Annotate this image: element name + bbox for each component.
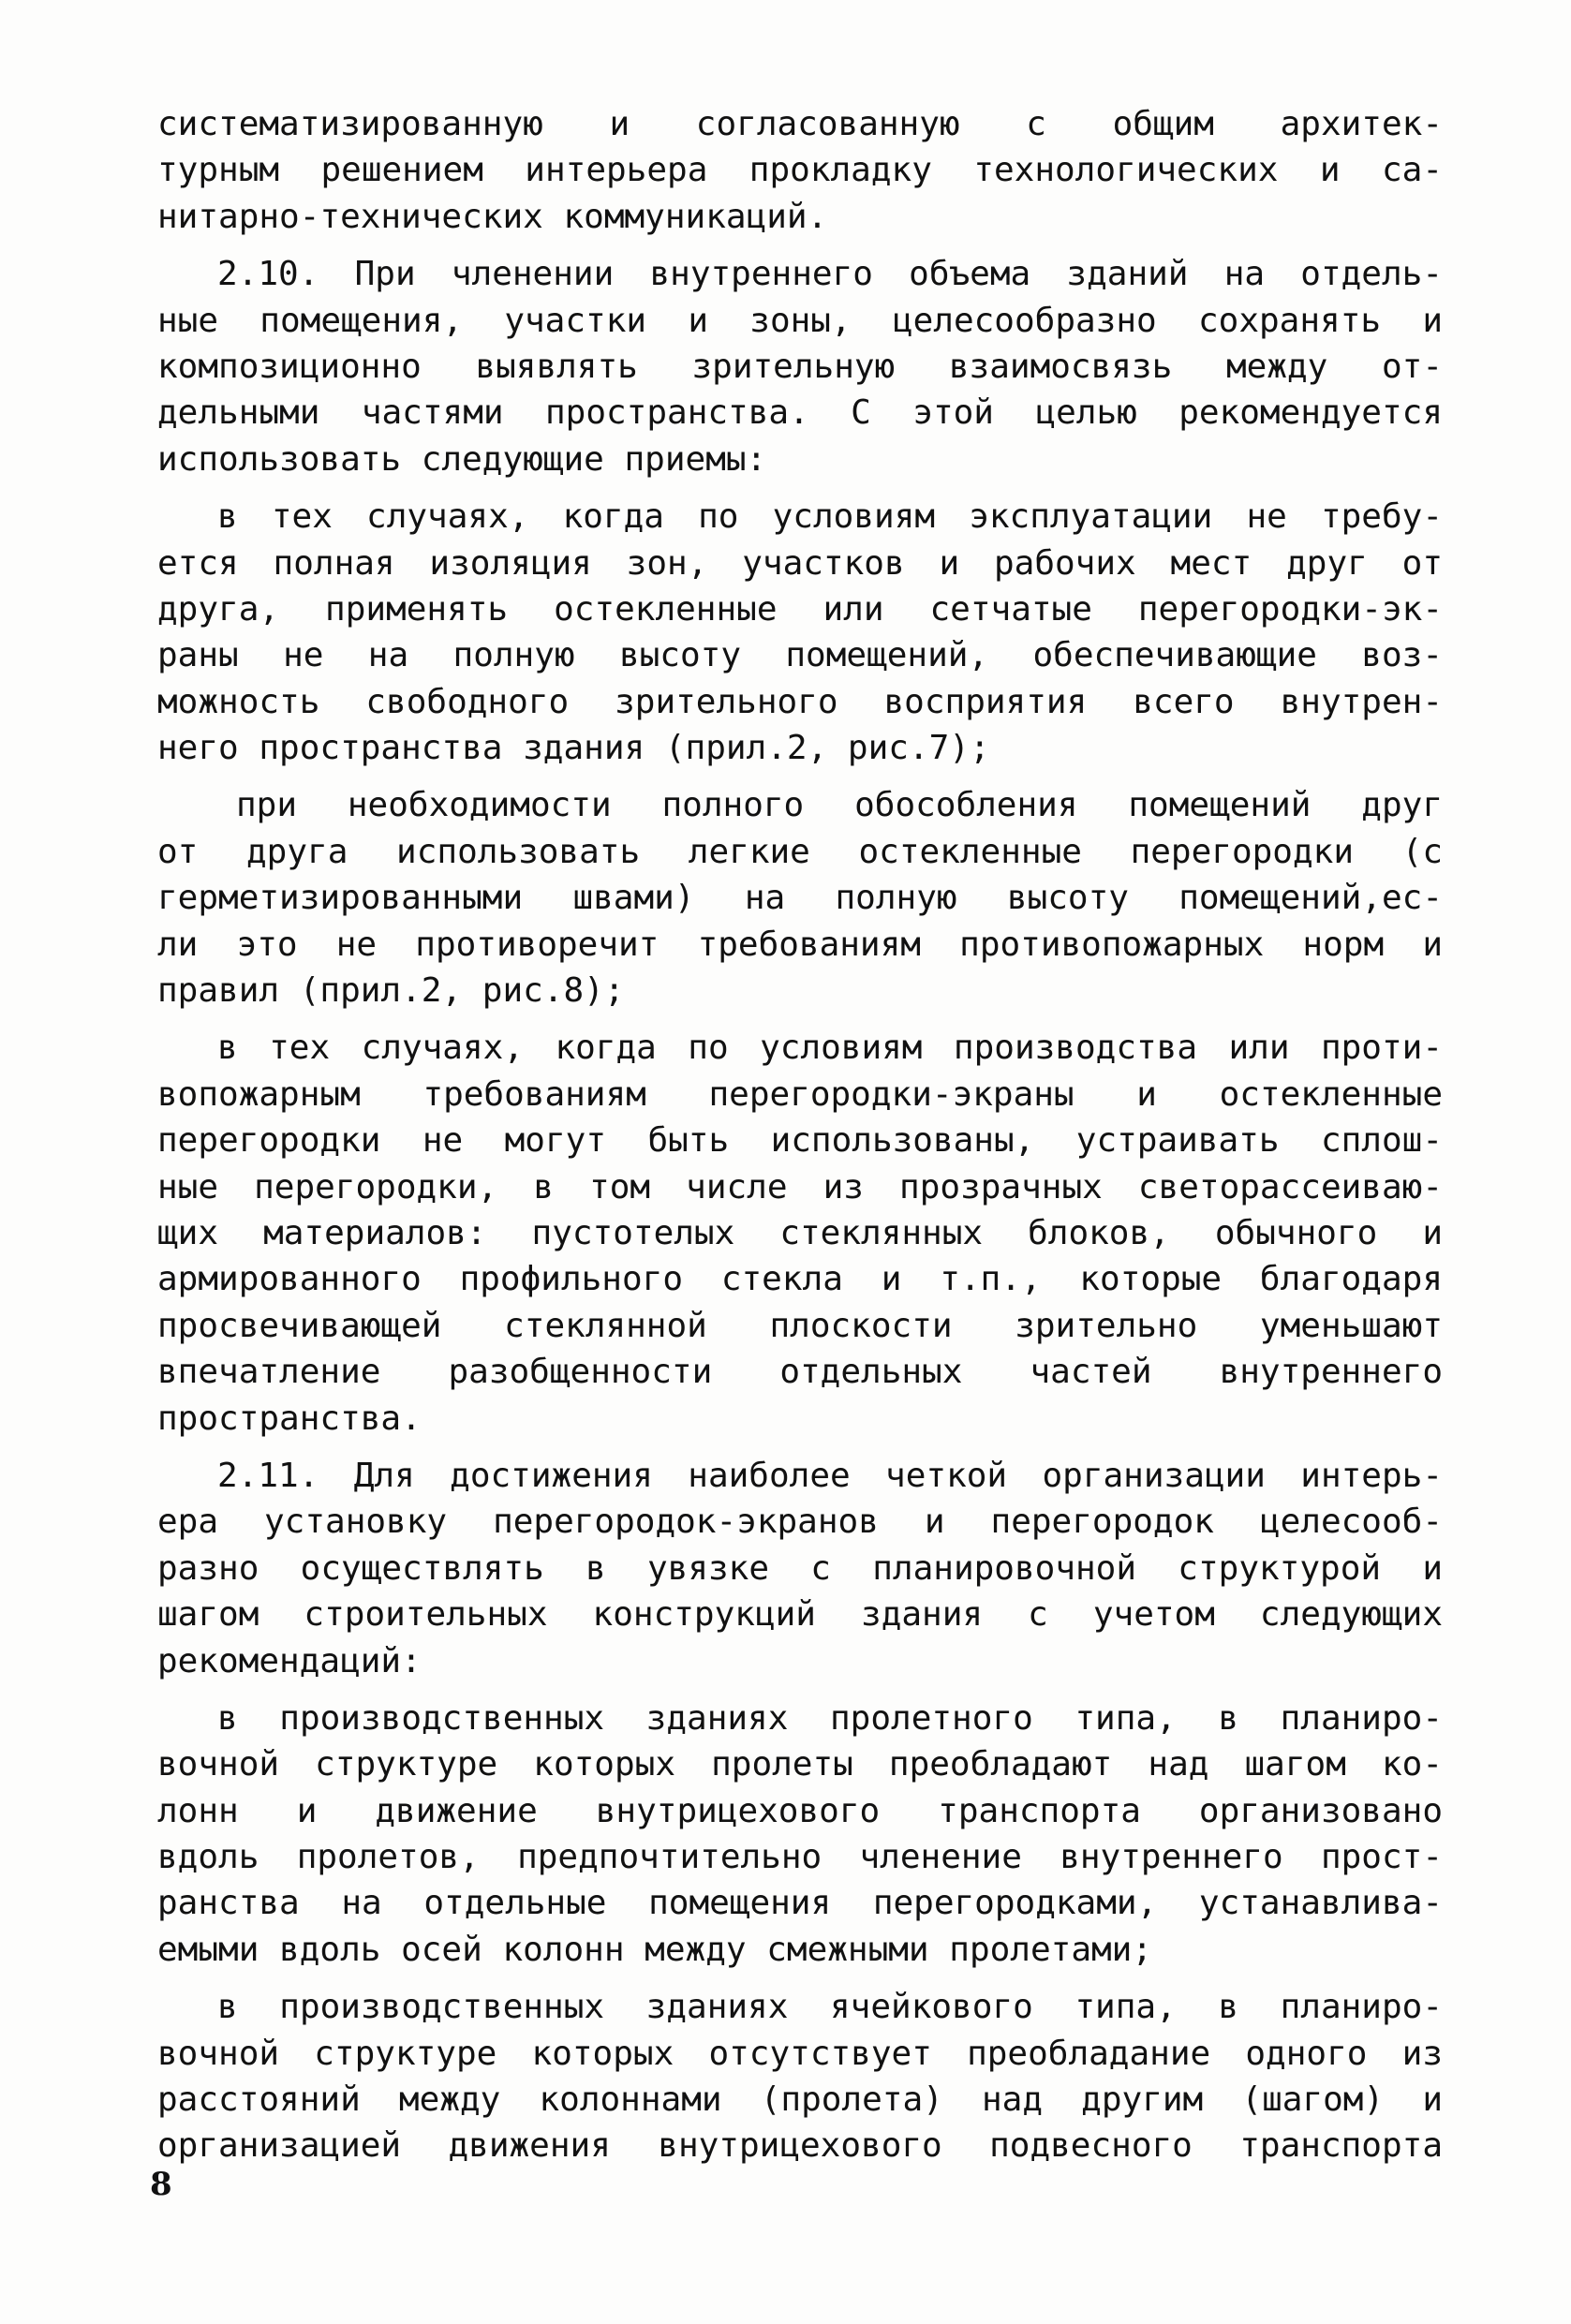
text-line: организацией движения внутрицехового подвесного транспорта <box>157 2126 1443 2166</box>
paragraph-gap <box>157 1014 1443 1025</box>
text-line: вочной структуре которых отсутствует преобладание одного из <box>157 2034 1443 2073</box>
body-text <box>157 101 1443 2169</box>
paragraph-gap <box>157 771 1443 782</box>
text-line: герметизированными швами) на полную высоту помещений,ес- <box>157 879 1443 918</box>
text-line: шагом строительных конструкций здания с учетом следующих <box>157 1595 1443 1635</box>
text-line: в тех случаях, когда по условиям эксплуатации не требу- <box>217 497 1443 537</box>
text-line: ные помещения, участки и зоны, целесообразно сохранять и <box>157 301 1443 340</box>
text-line: можность свободного зрительного восприятия всего внутрен- <box>157 682 1443 721</box>
text-line: турным решением интерьера прокладку технологических и са- <box>157 151 1443 190</box>
text-line: пространства. <box>157 1399 422 1438</box>
text-line: правил (прил.2, рис.8); <box>157 971 625 1011</box>
text-line: при необходимости полного обособления помещений друг <box>236 786 1443 825</box>
text-line: в тех случаях, когда по условиям производства или проти- <box>217 1029 1443 1068</box>
text-line: расстояний между колоннами (пролета) над другим (шагом) и <box>157 2080 1443 2120</box>
paragraph-gap <box>157 482 1443 494</box>
text-line: перегородки не могут быть использованы, устраивать сплош- <box>157 1121 1443 1161</box>
text-line: разно осуществлять в увязке с планировочной структурой и <box>157 1548 1443 1588</box>
text-line: ера установку перегородок-экранов и перегородок целесооб- <box>157 1502 1443 1542</box>
text-line: него пространства здания (прил.2, рис.7); <box>157 729 990 768</box>
paragraph-gap <box>157 1684 1443 1695</box>
section-2-10-first-line: 2.10. При членении внутреннего объема зданий на отдель- <box>217 255 1443 294</box>
text-line: друга, применять остекленные или сетчатые перегородки-эк- <box>157 589 1443 629</box>
text-line: использовать следующие приемы: <box>157 439 767 479</box>
paragraph-gap <box>157 1973 1443 1984</box>
paragraph-gap <box>157 1442 1443 1453</box>
paragraph-gap <box>157 240 1443 251</box>
text-line: систематизированную и согласованную с общим архитек- <box>157 105 1443 143</box>
text-line: просвечивающей стеклянной плоскости зрительно уменьшают <box>157 1306 1443 1345</box>
text-line: ранства на отдельные помещения перегородками, устанавлива- <box>157 1884 1443 1923</box>
text-line: композиционно выявлять зрительную взаимосвязь между от- <box>157 347 1443 386</box>
text-line: от друга использовать легкие остекленные перегородки (с <box>157 832 1443 871</box>
text-line: ется полная изоляция зон, участков и рабочих мест друг от <box>157 543 1443 583</box>
text-line: вочной структуре которых пролеты преобладают над шагом ко- <box>157 1745 1443 1784</box>
text-line: емыми вдоль осей колонн между смежными пролетами; <box>157 1930 1153 1969</box>
text-line: раны не на полную высоту помещений, обеспечивающие воз- <box>157 636 1443 675</box>
text-line: щих материалов: пустотелых стеклянных блоков, обычного и <box>157 1213 1443 1252</box>
section-2-11-first-line: 2.11. Для достижения наиболее четкой организации интерь- <box>217 1456 1443 1495</box>
text-line: нитарно-технических коммуникаций. <box>157 197 828 236</box>
page-number: 8 <box>150 2166 172 2203</box>
text-line: рекомендаций: <box>157 1641 422 1680</box>
text-line: в производственных зданиях пролетного типа, в планиро- <box>217 1698 1443 1738</box>
text-line: в производственных зданиях ячейкового типа, в планиро- <box>217 1988 1443 2027</box>
text-line: лонн и движение внутрицехового транспорта организовано <box>157 1791 1443 1830</box>
text-line: ные перегородки, в том числе из прозрачных светорассеиваю- <box>157 1167 1443 1206</box>
text-line: вдоль пролетов, предпочтительно членение внутреннего прост- <box>157 1838 1443 1877</box>
text-line: вопожарным требованиям перегородки-экраны и остекленные <box>157 1074 1443 1114</box>
text-line: армированного профильного стекла и т.п., которые благодаря <box>157 1260 1443 1299</box>
text-line: ли это не противоречит требованиям противопожарных норм и <box>157 925 1443 964</box>
text-line: впечатление разобщенности отдельных частей внутреннего <box>157 1353 1443 1392</box>
text-line: дельными частями пространства. С этой целью рекомендуется <box>157 393 1443 433</box>
